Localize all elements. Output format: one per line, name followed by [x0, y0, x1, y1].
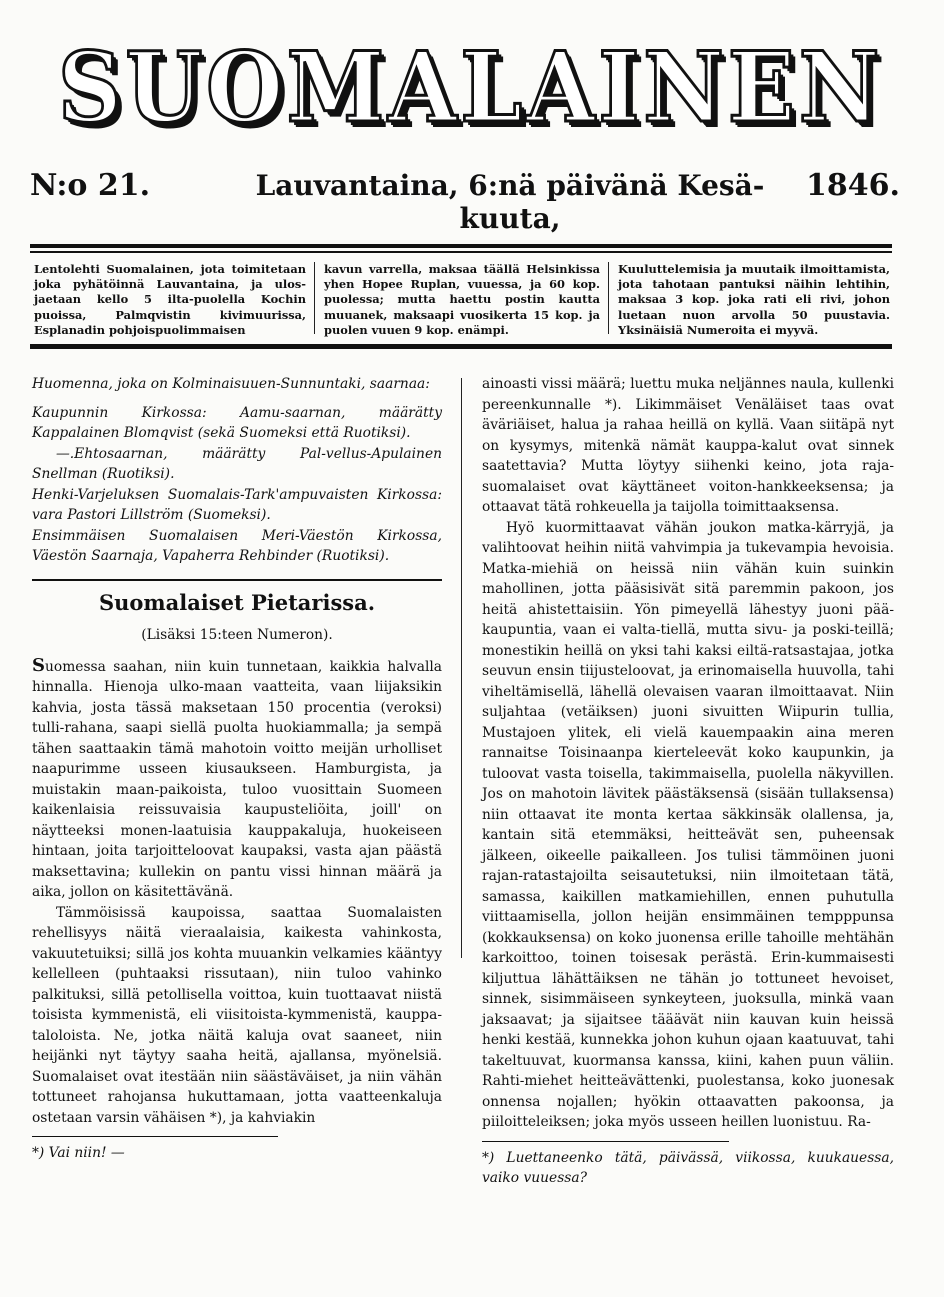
- masthead: [57, 31, 883, 144]
- issue-year: 1846.: [806, 168, 900, 203]
- footnote-rule: [32, 1136, 278, 1137]
- article-heading: Suomalaiset Pietarissa.: [98, 589, 376, 615]
- article-paragraph: Tämmöisissä kaupoissa, saattaa Suomalaisten rehellisyys näitä vieraalaisia, kaikesta vahinkosta, vakuutetuiksi; sillä jos kohta muuankin velkamies kääntyy kellelleen (puhtaaksi rissutaan), niin tuloo vahinko palkituksi, sillä petollisella voittoa, kuin tuottaavat niistä toisista kymmenistä, eli viisitoista-kymmenistä, kauppa-taloloista. Ne, jotka näitä kaluja ovat saaneet, niin heijänki nyt täytyy saaha heitä, ajallansa, myönelsiä. Suomalaiset ovat itestään niin säästäväiset, ja niin vähän tottuneet rahojansa hukuttamaan, jotta vaatteenkaluja ostetaan varsin vähäisen *), ja kahviakin: [32, 904, 442, 1126]
- issue-date: Lauvantaina, 6:nä päivänä Kesä-kuuta,: [255, 169, 765, 235]
- article-paragraph: ainoasti vissi määrä; luettu muka neljännes naula, kullenki pereenkunnalle *). Likimmäiset Venäläiset taas ovat äväriäiset, halua ja rahaa heillä on kyllä. Vaan siitäpä nyt on kysymys, mitenkä nämät kauppa-kalut ovat sinnek saatettavia? Mutta löytyy siihenki keino, jota raja-suomalaiset ovat käyttäneet voiton-hankkeeksensa; ja ottaavat tätä rohkeuella ja taijolla toimittaaksensa.: [482, 376, 894, 515]
- church-notice: Henki-Varjeluksen Suomalais-Tark'ampuvaisten Kirkossa: vara Pastori Lillström (Suomeksi).: [32, 486, 442, 523]
- issue-number: N:o 21.: [30, 168, 151, 203]
- article-paragraph: Hyö kuormittaavat vähän joukon matka-kärryjä, ja valihtoovat heihin niitä vahvimpia ja tukevampia hevoisia. Matka-miehiä on heissä niin vähän kuin suinkin mahollinen, jotta pääsisivät sitä paremmin pakoon, jos heitä ahistettaisiin. Yön pimeyellä lähestyy juoni pää-kaupuntia, vaan ei valta-tiellä, mutta sivu- ja poski-teillä; monestikin heillä on yksi tahi kaksi eiltä-ratsastajaa, jotka seuvun ensin tiijusteloovat, ja erinomaisella huuvolla, tahi viheltämisellä, lähellä olevaisen vaaran ilmoittaavat. Niin suljahtaa (vetäiksen) juoni sivuitten Wiipurin tullia, Mustajoen ylitek, eli vielä kauempaakin aina meren rannaitse Toisinaanpa kierteleevät koko kaupunkin, ja tuloovat vasta toisella, takimmaisella, puolella näkyvillen. Jos on mahotoin lävitek päästäksensä (sisään tullaksensa) niin ottaavat ite monta kertaa säkkinsäk olallensa, ja, kantain sitä etemmäksi, heitteävät sen, puheensak jälkeen, oikeelle paikalleen. Jos tulisi tämmöinen juoni rajan-ratastajoilta seisautetuksi, niin ilmoitetaan tätä, samassa, kaikillen matkamiehillen, ennen puhutulla viittaamisella, jollon heijän ensimmäinen tempppunsa (kokkauksensa) on koko juonensa erille tahoille mehtähän karkoittoo, toinen toisesak perästä. Erin-kummaisesti kiljuttua lähättäiksen ne tähän jo tottuneet hevoiset, sinnek, sisimmäiseen synkeyteen, juoksulla, minkä vaan jaksaavat; ja sijaitsee tääävät niin kauvan kuin heissä henki kestää, kunnekka johon kuhun ojaan kaatuuvat, tahi takeltuuvat, kuormansa kanssa, kiini, kahen puun väliin. Rahti-miehet heitteävättenki, puolestansa, koko juonesak onnensa nojallen; hyökin ottaavatten pakoonsa, ja piiloitteleiksen; joka myös usseen heillen luonistuu. Ra-: [482, 519, 894, 1130]
- info-rule: [30, 344, 892, 349]
- info-subscription: Lentolehti Suomalainen, jota toimitetaan joka pyhätöinnä Lauvantaina, ja ulos-jaetaan kello 5 ilta-puolella Kochin puoissa, Palmqvistin kivimuurissa, Esplanadin pohjoispuolimmaisen: [34, 262, 306, 337]
- info-advertising: Kuuluttelemisia ja muutaik ilmoittamista, jota tahotaan pantuksi näihin lehtihin, maksaa 3 kop. joka rati eli rivi, johon luetaan nuon arvolla 50 puustavia. Yksinäisiä Numeroita ei myyvä.: [618, 262, 890, 337]
- right-column: [482, 374, 894, 1189]
- dateline: [30, 168, 900, 235]
- footnote: *) Luettaneenko tätä, päivässä, viikossa, kuukauessa, vaiko vuuessa?: [482, 1149, 894, 1186]
- article-paragraph: uomessa saahan, niin kuin tunnetaan, kaikkia halvalla hinnalla. Hienoja ulko-maan vaatteita, vaan liijaksikin kahvia, josta tässä maksetaan 150 procentia (veroksi) tulli-rahana, saapi siellä puolta huokiammalla; ja sempä tähen saattaakin tämä mahotoin voitto meijän urholliset naapurimme usseen kiusaukseen. Hamburgista, ja muistakin maan-paikoista, tuloo vuosittain Suomeen kaikenlaisia reissuvaisia kaupusteliöita, joill' on näytteeksi monen-laatuisia kauppakaluja, huokeiseen hintaan, joita tarjoitteloovat kaupaksi, vasta ajan päästä maksettavina; kullekin on pantu vissi hinnan määrä ja aika, jollon on käsitettävänä.: [32, 658, 442, 900]
- info-divider: [314, 262, 315, 334]
- left-column: [32, 374, 442, 1164]
- info-prices: kavun varrella, maksaa täällä Helsinkissa yhen Hopee Ruplan, vuuessa, ja 60 kop. puolessa; mutta haettu postin kautta muuanek, maksaapi vuosikerta 15 kop. ja puolen vuuen 9 kop. enämpi.: [324, 262, 600, 337]
- info-divider: [608, 262, 609, 334]
- church-notice: Kaupunnin Kirkossa: Aamu-saarnan, määrätty Kappalainen Blomqvist (sekä Suomeksi että Ruotiksi).: [32, 404, 442, 441]
- top-rule: [30, 244, 892, 248]
- footnote-rule: [482, 1141, 729, 1142]
- newspaper-title: SUOMALAINEN: [57, 31, 883, 144]
- church-notice: Huomenna, joka on Kolminaisuuen-Sunnuntaki, saarnaa:: [32, 376, 430, 392]
- drop-cap: S: [32, 654, 45, 676]
- church-notice: —.Ehtosaarnan, määrätty Pal-vellus-Apulainen Snellman (Ruotiksi).: [32, 445, 442, 482]
- church-notice: Ensimmäisen Suomalaisen Meri-Väestön Kirkossa, Väestön Saarnaja, Vapaherra Rehbinder (Ruotiksi).: [32, 527, 442, 564]
- section-rule: [32, 579, 442, 581]
- top-rule-thin: [30, 251, 892, 253]
- article-subheading: (Lisäksi 15:teen Numeron).: [141, 627, 333, 643]
- column-divider: [461, 378, 462, 958]
- footnote: *) Vai niin! —: [32, 1145, 125, 1161]
